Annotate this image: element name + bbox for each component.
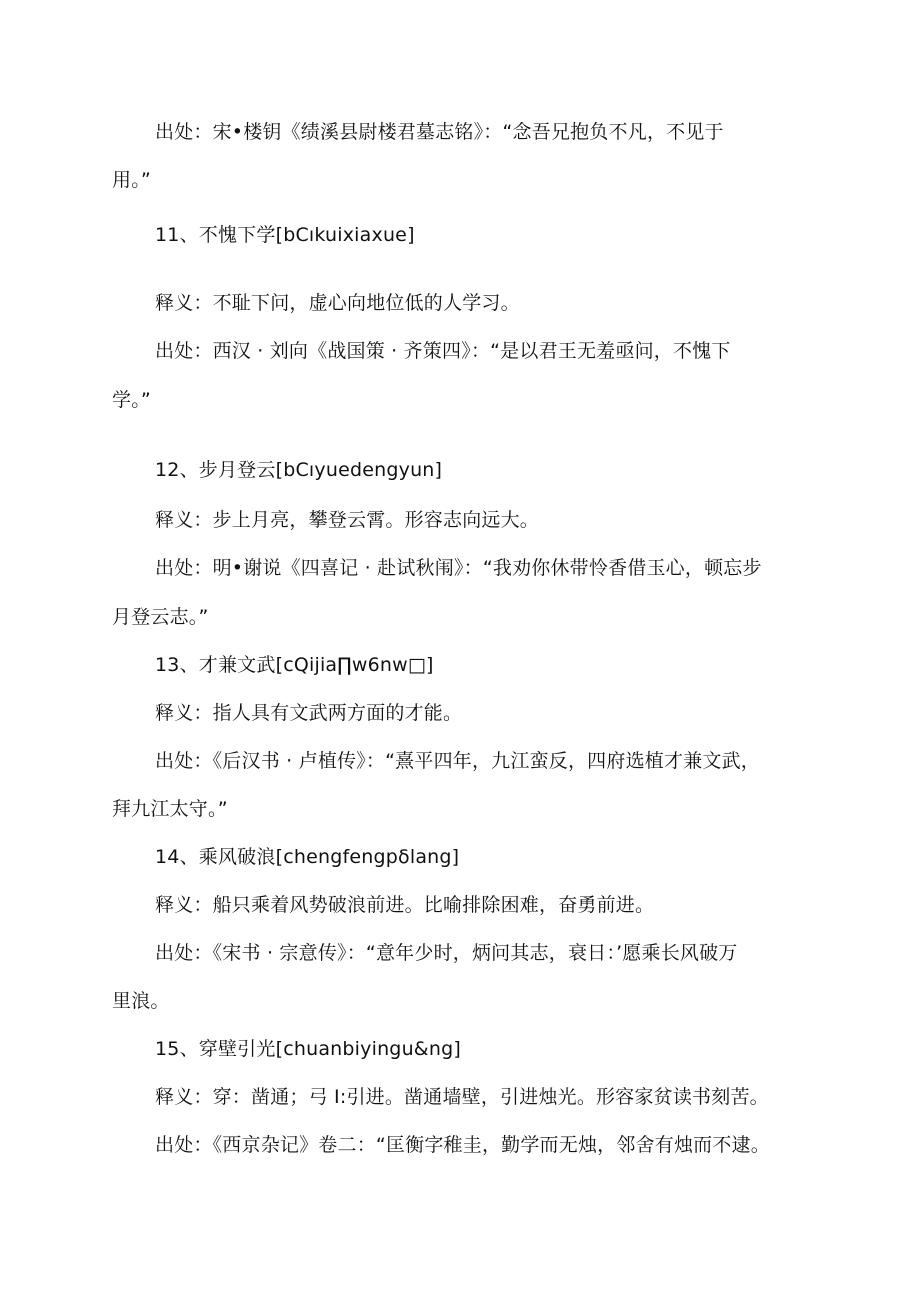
definition-line: 释义：穿：凿通；弓 I:引进。凿通墙壁，引进烛光。形容家贫读书刻苦。 <box>155 1086 769 1108</box>
idiom-heading: 11、不愧下学[bCıkuixiaxue] <box>155 224 415 246</box>
source-line: 出处：西汉 · 刘向《战国策 · 齐策四》：“是以君王无羞亟问，不愧下 <box>155 340 731 362</box>
idiom-heading: 12、步月登云[bCıyuedengyun] <box>155 459 443 481</box>
source-line: 出处：《宋书 · 宗意传》：“意年少时，炳问其志，衰日：’愿乘长风破万 <box>155 942 738 964</box>
source-line: 出处：《后汉书 · 卢植传》：“熹平四年，九江蛮反，四府选植才兼文武， <box>155 750 760 772</box>
source-continuation: 学。” <box>112 389 151 411</box>
definition-line: 释义：船只乘着风势破浪前进。比喻排除困难，奋勇前进。 <box>155 894 655 916</box>
idiom-heading: 13、才兼文武[cQijia∏w6nw□] <box>155 654 434 676</box>
definition-line: 释义：指人具有文武两方面的才能。 <box>155 702 463 724</box>
source-line: 出处：《西京杂记》卷二：“匡衡字稚圭，勤学而无烛，邻舍有烛而不逮。 <box>155 1134 770 1156</box>
idiom-heading: 15、穿壁引光[chuanbiyingu&ng] <box>155 1038 461 1060</box>
source-continuation: 月登云志。” <box>112 606 209 628</box>
definition-line: 释义：不耻下问，虚心向地位低的人学习。 <box>155 292 520 314</box>
source-line: 出处：明•谢说《四喜记 · 赴试秋闱》：“我劝你休带怜香借玉心，顿忘步 <box>155 557 762 579</box>
definition-line: 释义：步上月亮，攀登云霄。形容志向远大。 <box>155 509 540 531</box>
idiom-heading: 14、乘风破浪[chengfengpδlang] <box>155 846 460 868</box>
source-continuation: 用。” <box>112 169 151 191</box>
source-continuation: 里浪。 <box>112 990 170 1012</box>
source-line: 出处：宋•楼钥《绩溪县尉楼君墓志铭》：“念吾兄抱负不凡，不见于 <box>155 121 724 143</box>
source-continuation: 拜九江太守。” <box>112 798 228 820</box>
